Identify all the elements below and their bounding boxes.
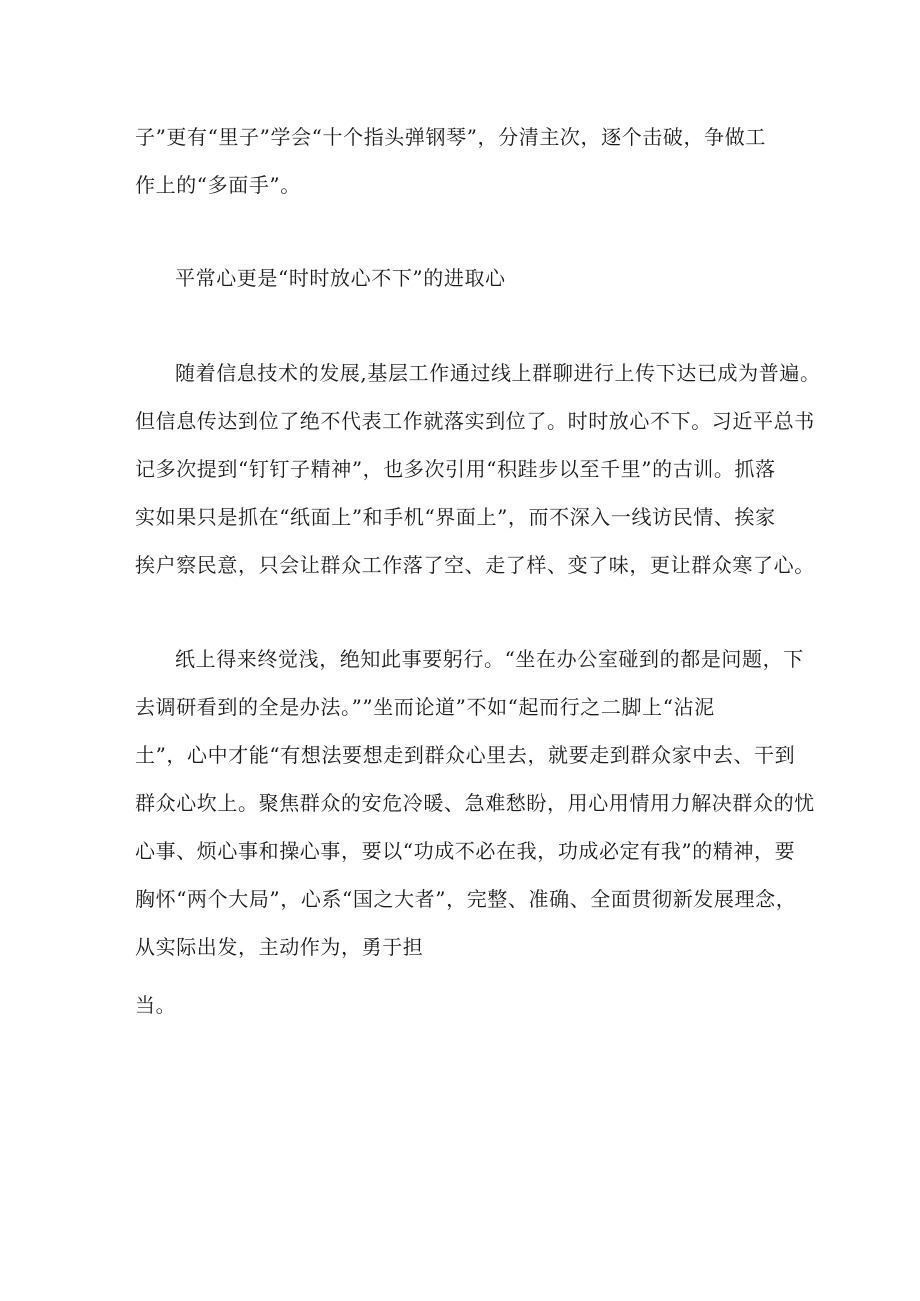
paragraph-line: 随着信息技术的发展,基层工作通过线上群聊进行上传下达已成为普遍。 bbox=[175, 361, 821, 385]
paragraph-line: 群众心坎上。聚焦群众的安危冷暖、急难愁盼，用心用情用力解决群众的忧 bbox=[135, 791, 815, 815]
paragraph-line: 心事、烦心事和操心事，要以“功成不必在我，功成必定有我”的精神，要 bbox=[135, 839, 796, 863]
paragraph-line: 去调研看到的全是办法。””坐而论道”不如“起而行之二脚上“沾泥 bbox=[135, 695, 715, 719]
paragraph-line: 胸怀“两个大局”，心系“国之大者”，完整、准确、全面贯彻新发展理念， bbox=[135, 887, 797, 911]
paragraph-line: 当。 bbox=[135, 993, 177, 1017]
paragraph-line: 实如果只是抓在“纸面上”和手机“界面上”，而不深入一线访民情、挨家 bbox=[135, 505, 776, 529]
section-heading: 平常心更是“时时放心不下”的进取心 bbox=[175, 266, 506, 290]
paragraph-line: 挨户察民意，只会让群众工作落了空、走了样、变了味，更让群众寒了心。 bbox=[135, 553, 815, 577]
paragraph-line: 从实际出发，主动作为，勇于担 bbox=[135, 935, 424, 959]
paragraph-line: 记多次提到“钉钉子精神”，也多次引用“积跬步以至千里”的古训。抓落 bbox=[135, 457, 776, 481]
paragraph-line: 但信息传达到位了绝不代表工作就落实到位了。时时放心不下。习近平总书 bbox=[135, 409, 815, 433]
paragraph-line: 作上的“多面手”。 bbox=[135, 173, 301, 197]
paragraph-line: 子”更有“里子”学会“十个指头弹钢琴”，分清主次，逐个击破，争做工 bbox=[135, 125, 766, 149]
paragraph-line: 纸上得来终觉浅，绝知此事要躬行。“坐在办公室碰到的都是问题，下 bbox=[175, 647, 804, 671]
paragraph-line: 土”，心中才能“有想法要想走到群众心里去，就要走到群众家中去、干到 bbox=[135, 743, 796, 767]
